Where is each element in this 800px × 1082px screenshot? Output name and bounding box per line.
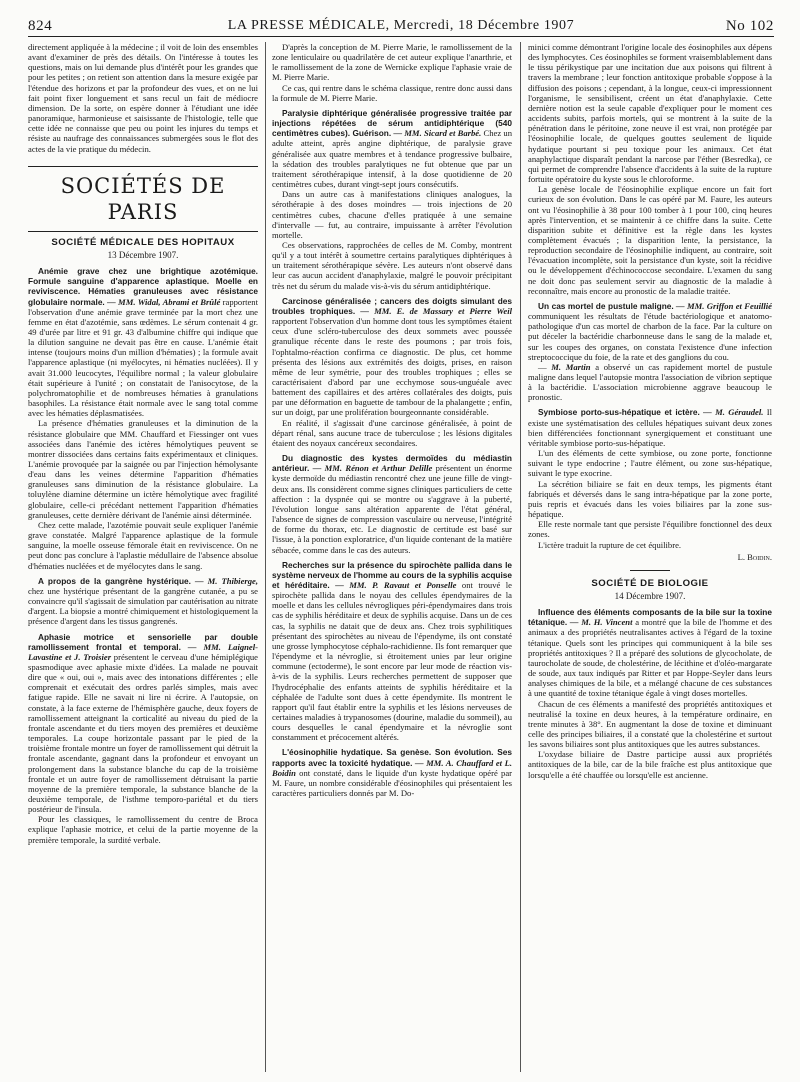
paragraph: D'après la conception de M. Pierre Marie, le ramollissement de la zone lenticulaire ou quadrilatère de cet auteur explique l'anarthrie, et le ramollissement de la zone de Wernicke explique l'aphasie vraie de M. Pierre Marie. [272, 42, 512, 83]
issue-number: No 102 [725, 18, 774, 34]
paragraph: — M. Martin a observé un cas rapidement mortel de pustule maligne dans lequel l'autopsie montra l'association de vibrion septique à la bactéridie. L'association microbienne aggrave beaucoup le pronostic. [528, 361, 772, 403]
article-text: présentent le cerveau d'une hémiplégique spasmodique avec aphasie mixte d'idées. La malade ne pouvait dire que « oui, oui », mais avec des intonations différentes ; elle comprenait et exécutait des ordres parlés simples, mais avec fatigue rapide. Elle ne savait ni lire ni écrire. A l'autopsie, on constate, à la face externe de l'hémisphère gauche, deux foyers de ramollissement atteignant la corticalité au niveau du pied de la frontale ascendante et du tiers moyen des premières et deuxième temporales. La coupe horizontale passant par le pied de la troisième frontale montre un foyer de ramollissement qui détruit la frontale ascendante, gagnant dans la profondeur et envoyant un prolongement dans la substance blanche du cap de la troisième frontale et un autre foyer de ramollissement détruisant la partie moyenne de la première temporale, la substance blanche de la deuxième temporale, de l'isthme temporo-pariétal et du tiers postérieur de l'insula. [28, 651, 258, 815]
section-rule [28, 231, 258, 232]
article-authors: — MM. Laignel-Lavastine et J. Troisier [28, 641, 258, 662]
paragraph: Chacun de ces éléments a manifesté des propriétés antitoxiques et neutralisé la toxine en deux heures, à la température ordinaire, en trente minutes à 38°. En augmentant la dose de toxine et diminuant celle des principes biliaires, il a constaté que la cholestérine et surtout les savons biliaires sont plus antitoxiques que les autres substances. [528, 698, 772, 750]
paragraph: Chez cette malade, l'azotémie pouvait seule expliquer l'anémie grave constatée. Malgré l'apparence aplastique de la formule sanguine, la moelle osseuse fémorale était en reviviscence. On ne peut donc pas conclure à l'aplastie médullaire de l'absence absolue d'hématies nucléées et de myélocytes dans le sang. [28, 519, 258, 571]
article [272, 453, 512, 555]
article-authors: — M. H. Vincent [569, 617, 633, 628]
article-title: Influence des éléments composants de la bile sur la toxine tétanique. [528, 607, 772, 628]
article-text: rapportent l'observation d'une anémie grave terminée par la mort chez une femme en état d'azotémie, sans œdèmes. Le sérum contenait 4 gr. 49 d'urée par litre et 91 gr. 43 d'albumine chiffre qui indique que la dilution sanguine ne devait pas être en cause. L'anémie était intense (toujours moins d'un million d'hématies) ; la formule avait l'apparence aplastique (ni myélocytes, ni hématies nucléées). Il y avait 31.000 leucocytes, l'équilibre normal ; la valeur globulaire était supérieure à l'unité ; on constatait de l'anisocytose, de la polychromatophilie et de nombreuses hématies à granulations basophiles. La résistance était normale avec le sang total comme avec les hématies déplasmatisées. [28, 296, 258, 419]
article-title: Recherches sur la présence du spirochète pallida dans le système nerveux de l'homme au cours de la syphilis acquise et héréditaire. [272, 559, 512, 590]
article [272, 560, 512, 743]
paragraph: Dans un autre cas à manifestations cliniques analogues, la sérothérapie à des doses moindres — trois injections de 20 centimètres cubes, chacune d'elles pratiquée à une semaine d'intervalle — fut, au contraire, impuissante à arrêter l'évolution mortelle. [272, 189, 512, 240]
article [28, 632, 258, 815]
article-title: Carcinose généralisée ; cancers des doigts simulant des troubles trophiques. [272, 295, 512, 316]
column-rule-2 [520, 42, 521, 1072]
article-authors: — MM. Widal, Abrami et Brûlé [107, 296, 221, 307]
article-title: Un cas mortel de pustule maligne. [538, 300, 674, 311]
article-authors: — M. Géraudel. [703, 407, 764, 418]
paragraph: En réalité, il s'agissait d'une carcinose généralisée, à point de départ rénal, sans aucune trace de tuberculose ; les lésions digitales étaient des noyaux cancéreux secondaires. [272, 417, 512, 448]
signature: L. Boidin. [737, 551, 772, 562]
article-text: présentent un énorme kyste dermoïde du médiastin rencontré chez une jeune fille de vingt-deux ans. Ils considèrent comme signes cliniques particuliers de cette affection : la dyspnée qui se montre ou s'aggrave à la puberté, l'évolution longue sans altération apparente de l'état général, l'absence de signes de compression vasculaire ou nerveuse, l'intégrité de forme du thorax, etc. Le diagnostic de certitude est basé sur l'issue, à la ponction exploratrice, d'un liquide contenant de la matière sébacée, comme dans le cas des auteurs. [272, 463, 512, 555]
paragraph: L'un des éléments de cette symbiose, ou zone porte, fonctionne suivant le type endocrine ; l'autre élément, ou zone sus-hépatique, suivant le type exocrine. [528, 448, 772, 479]
page-number: 824 [28, 18, 53, 34]
article [28, 266, 258, 418]
paragraph: L'oxydase biliaire de Dastre participe aussi aux propriétés antitoxiques de la bile, car de la bile fraîche est plus antitoxique que lorsqu'elle a été chauffée ou lorsqu'elle est ancienne. [528, 749, 772, 780]
article-authors: — MM. E. de Massary et Pierre Weil [360, 305, 512, 316]
separator-rule [630, 570, 670, 571]
paragraph: Ces observations, rapprochées de celles de M. Comby, montrent qu'il y a tout intérêt à soumettre certains paralytiques diphtériques à un traitement sérothérapique sévère. Les auteurs n'ont observé dans leur cas aucun accident d'anaphylaxie, malgré le pouvoir précipitant très net du sérum du malade vis-à-vis du sérum antidiphtérique. [272, 239, 512, 291]
article [272, 296, 512, 418]
article [528, 301, 772, 362]
article-text: ont trouvé le spirochète pallida dans le noyau des cellules épendymaires de la moelle et dans les cellules névrogliques péri-épendymaires dans trois cas de syphilis héréditaire et deux de syphilis acquise. Dans un de ces cas, la syphilis ne datait que de deux ans. Chez trois syphilitiques présentant des spirochètes au niveau de l'épendyme, ils ont constaté une grosse lymphocytose céphalo-rachidienne. Ils font remarquer que l'épendyme et la névroglie, si étroitement unies par leur origine commune (ectoderme), le sont encore par leur mode de réaction vis-à-vis de la syphilis. Leurs recherches permettent de supposer que l'hydrocéphalie des enfants atteints de syphilis héréditaire et la céphalée de l'adulte sont dues à cette épendymite. Ils montrent le rapport qu'il faut établir entre la syphilis et les lésions nerveuses de certaines maladies à trypanosomes (dourine, maladie du sommeil), au cours desquelles le canal épendymaire et la névroglie sont constamment et précocement altérés. [272, 579, 512, 743]
article-text: Chez un adulte atteint, après angine diphtérique, de paralysie grave généralisée aux quatre membres et à tendance progressive bulbaire, la sédation des troubles paralytiques ne fut obtenue que par un traitement sérothérapique intensif, à la dose quotidienne de 20 centimètres cubes, durant vingt-sept jours consécutifs. [272, 128, 512, 190]
article-authors: — MM. P. Ravaut et Ponselle [335, 579, 457, 590]
column-2 [272, 42, 512, 1072]
column-3 [528, 42, 772, 1072]
paragraph: La genèse locale de l'éosinophilie explique encore un fait fort curieux de son évolution. Dans le cas opéré par M. Faure, les auteurs ont vu l'éosinophilie à 38 pour 100 tomber à 1 pour 100, cinq heures après l'intervention, et se maintenir à ce chiffre dans la suite. Cette disparition subite et définitive est la règle dans les kystes complètement évacués ; la disparition lente, la persistance, la reproduction secondaire de l'éosinophilie indiquent, au contraire, soit l'évacuation incomplète, soit la persistance d'un kyste, soit la récidive ou le développement d'échinococcose secondaire. L'examen du sang ne doit donc pas seulement servir au diagnostic de la maladie à reconnaître, mais encore au pronostic de la maladie traitée. [528, 184, 772, 296]
article-authors: — MM. Griffon et Feuillié [676, 300, 772, 311]
paragraph: La présence d'hématies granuleuses et la diminution de la résistance globulaire que MM. Chauffard et Fiessinger ont vues associées dans l'anémie des ictères hémolytiques peuvent se montrer dissociées dans certains faits expérimentaux et cliniques. L'anémie provoquée par la saignée ou par l'injection hémolysante d'eau dans les veines détermine l'apparition d'hématies granuleuses sans diminution de la résistance globulaire. La toluylène diamine détermine un ictère hémolytique avec fragilité globulaire, celle-ci précédant nettement l'apparition d'hématies granuleuses, cette dernière dérivant de l'anémie ainsi déterminée. [28, 418, 258, 520]
paragraph: Ce cas, qui rentre dans le schéma classique, rentre donc aussi dans la formule de M. Pierre Marie. [272, 82, 512, 103]
article-text: chez une hystérique présentant de la gangrène cutanée, a pu se convaincre qu'il s'agissait de simulation par cautérisation au nitrate d'argent. La biopsie a montré chimiquement et histologiquement la présence d'argent dans les tissus gangrenés. [28, 585, 258, 627]
article-title: Aphasie motrice et sensorielle par double ramollissement frontal et temporal. [28, 631, 258, 652]
society-name: SOCIÉTÉ MÉDICALE DES HOPITAUX [51, 236, 235, 248]
article-title: Anémie grave chez une brightique azotémique. Formule sanguine d'apparence aplastique. Moelle en reviviscence. Hématies granuleuses avec résistance globulaire normale. [28, 266, 258, 307]
paragraph: La sécrétion biliaire se fait en deux temps, les pigments étant fabriqués et déversés dans le sang intra-hépatique par la zone porte, puis repris et évacués dans les voies biliaires par la zone sus-hépatique. [528, 478, 772, 520]
column-rule-1 [265, 42, 266, 1072]
article-title: L'éosinophilie hydatique. Sa genèse. Son évolution. Ses rapports avec la toxicité hydatique. [272, 747, 512, 768]
section-rule [28, 166, 258, 167]
article-title: A propos de la gangrène hystérique. [38, 575, 191, 586]
society-name: SOCIÉTÉ DE BIOLOGIE [591, 577, 709, 589]
article-text: a montré que la bile de l'homme et des animaux a des propriétés neutralisantes actives à l'égard de la toxine tétanique. Quels sont les principes qui communiquent à la bile ses propriétés antitoxiques ? Il a préparé des solutions de glycocholate, de taurocholate de soude, de cholestérine, de lécithine et d'oléo-margarate de soude, aux taux indiqués par Ritter et par Hoppe-Seyler dans leurs analyses chimiques de la bile, et a mélangé chacune de ces substances à une quantité de toxine tétanique égale à vingt doses mortelles. [528, 617, 772, 699]
society-date: 13 Décembre 1907. [107, 249, 179, 260]
column-1 [28, 42, 258, 1072]
society-date: 14 Décembre 1907. [614, 590, 686, 601]
paragraph: Pour les classiques, le ramollissement du centre de Broca explique l'aphasie motrice, et celui de la partie moyenne de la première temporale, la surdité verbale. [28, 814, 258, 845]
article-authors: — MM. Sicard et Barbé. [393, 128, 482, 139]
article-title: Symbiose porto-sus-hépatique et ictère. [538, 407, 700, 418]
journal-title: LA PRESSE MÉDICALE, Mercredi, 18 Décembre 1907 [227, 18, 575, 33]
article-title: Du diagnostic des kystes dermoïdes du médiastin antérieur. [272, 453, 512, 474]
article [28, 576, 258, 627]
section-heading: SOCIÉTÉS DE PARIS [60, 173, 226, 224]
article [272, 747, 512, 798]
article-text: Il existe une systématisation des cellules hépatiques suivant deux zones bien différenciées fonctionnant synergiquement et constituant une véritable symbiose porto-sus-hépatique. [528, 407, 772, 448]
article-text: communiquent les résultats de l'étude bactériologique et anatomo-pathologique d'un cas mortel de charbon de la face. Par la culture on put déceler la bactéridie charbonneuse dans le sang de la malade et, sur les coupes des organes, on constata l'existence d'une infection streptococcique du foie, de la rate et des ganglions du cou. [528, 311, 772, 362]
article-authors: — M. Thibierge, [195, 575, 258, 586]
article-title: Paralysie diphtérique généralisée progressive traitée par injections répétées de sérum antidiphtérique (540 centimètres cubes). Guérison. [272, 107, 512, 139]
paragraph: Elle reste normale tant que persiste l'équilibre fonctionnel des deux zones. [528, 519, 772, 540]
article [528, 407, 772, 448]
article [272, 108, 512, 189]
article-authors: M. Martin [551, 361, 591, 372]
article-text: ont constaté, dans le liquide d'un kyste hydatique opéré par M. Faure, un nombre considérable d'éosinophiles qui présentaient les caractères particuliers donnés par M. Do- [272, 767, 512, 799]
paragraph: minici comme démontrant l'origine locale des éosinophiles aux dépens des lymphocytes. Ces éosinophiles se forment vraisemblablement dans le tissu périkystique par une incitation due aux poisons qui filtrent à travers la membrane ; leur fonction antitoxique probable s'oppose à la diffusion des poisons ; cependant, à la longue, ceux-ci impressionnent l'organisme, le sensibilisent, créent un état d'anaphylaxie. Cette dernière notion est la seule capable d'expliquer pour le moment ces accidents subits, parfois mortels, qui se montrent à la suite de la pénétration dans le péritoine, zone neuve il est vrai, non protégée par l'éosinophilie locale, de quelques gouttes seulement de liquide hydatique pourtant si peu toxique pour les animaux. Cet état anaphylactique disparaît pendant la narcose par l'éther (Besredka), ce qui permet de comprendre l'absence d'accidents à la suite de la rupture fortuite opératoire du kyste sous le chloroforme. [528, 42, 772, 185]
header-rule [28, 36, 774, 37]
article-authors: — MM. A. Chauffard et L. Boidin [272, 757, 512, 778]
article-text: rapportent l'observation d'un homme dont tous les symptômes étaient ceux d'une scléro-tuberculose des deux sommets avec poussée granulique récente dans le reste des poumons ; par trois fois, l'ophtalmo-réaction confirma ce diagnostic. De plus, cet homme présenta des lésions aux extrémités des doigts, prises, en raison même de leur symétrie, pour des troubles trophiques ; elles se caractérisaient d'abord par une ecchymose sous-unguéale avec battement des capillaires et des artères collatérales des doigts, puis par une déformation en baguette de tambour de la phalangette ; enfin, sur un doigt, par une prolifération bourgeonnante considérable. [272, 316, 512, 418]
intro-paragraph: directement appliquée à la médecine ; il voit de loin des ensembles avant d'examiner de près des détails. On l'intéresse à toutes les questions, mais on lui demande plus d'intérêt pour les grandes que pour les petites ; on retient son attention dans la mesure exigée par l'étendue des horizons et par la profondeur des vues, et on ne lui fait point fixer longuement et sans recul un fait de médiocre dimension. De la sorte, on espère donner à l'étudiant une idée panoramique, harmonieuse et saisissante de l'histologie, telle que cette idée ne connaisse que peu ou point les injures du temps et résiste au naufrage des connaissances submergées sous le flot des actes de la vie pratique du médecin. [28, 42, 258, 154]
article-authors: — MM. Rénon et Arthur Delille [312, 463, 433, 474]
article [528, 607, 772, 698]
paragraph: L'ictère traduit la rupture de cet équilibre. [538, 539, 682, 550]
